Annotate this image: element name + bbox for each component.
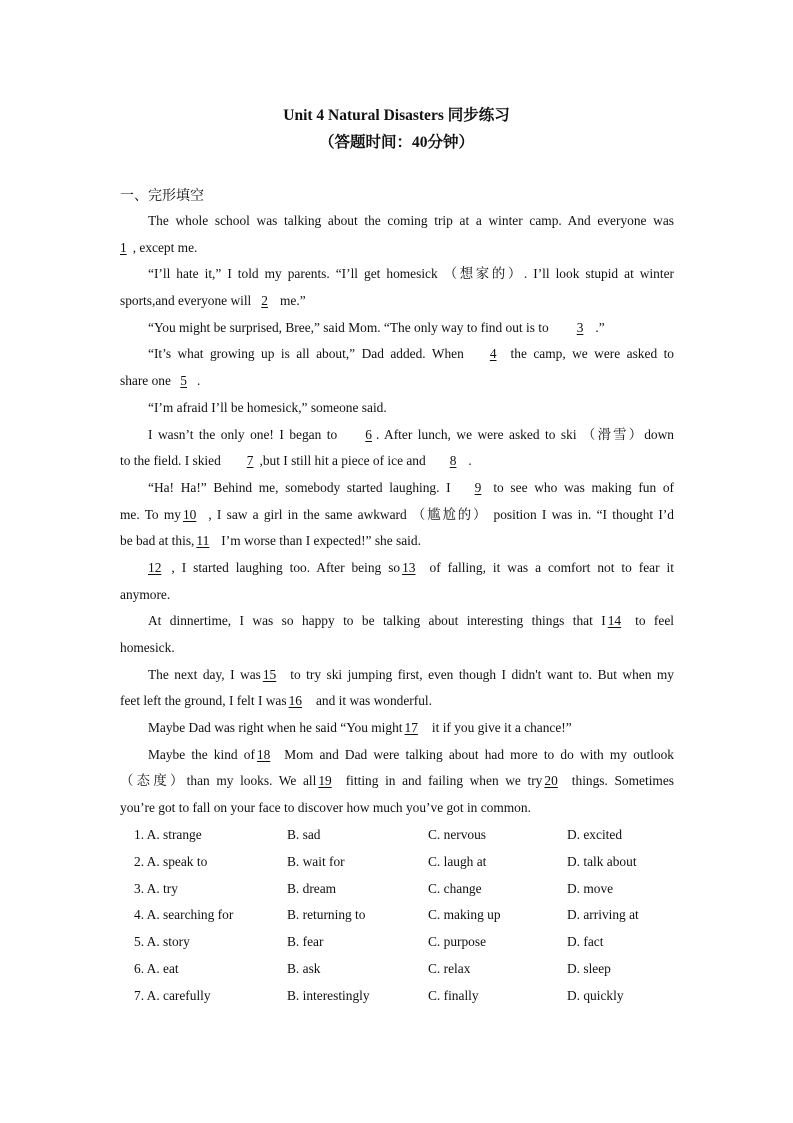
- blank-number: 15: [262, 666, 277, 682]
- option-c: C. finally: [428, 987, 479, 1003]
- blank-number: 16: [288, 693, 302, 709]
- document-subtitle: （答题时间：40分钟）: [318, 134, 474, 151]
- blank-number: 3: [576, 319, 584, 335]
- blank-number: 9: [474, 479, 482, 495]
- answer-options: [134, 822, 694, 1010]
- blank-3: [549, 315, 596, 342]
- passage-line: [120, 582, 674, 609]
- option-b: B. fear: [287, 934, 324, 950]
- question-6-options: [134, 956, 694, 983]
- passage-text: it if you give it a chance!”: [431, 720, 572, 736]
- passage-text: .”: [595, 319, 605, 335]
- passage-text: me.”: [279, 293, 306, 309]
- cloze-passage: [120, 208, 674, 822]
- option-d: D. move: [567, 880, 614, 896]
- document-title: Unit 4 Natural Disasters 同步练习: [283, 107, 510, 124]
- question-4-options: [134, 902, 694, 929]
- blank-7: [221, 448, 260, 475]
- blank-17: [403, 715, 432, 742]
- blank-number: 20: [544, 773, 558, 789]
- option-c: C. change: [428, 880, 482, 896]
- blank-6: [337, 422, 376, 449]
- section-heading: 一、完形填空: [120, 189, 204, 204]
- blank-number: 6: [365, 426, 372, 442]
- passage-text: “I’ll hate it,” I told my parents. “I’ll get homesick （想家的）. I’ll look stupid at winter: [148, 266, 674, 282]
- blank-number: 8: [449, 453, 457, 469]
- passage-text: .: [468, 453, 472, 469]
- question-3-options: [134, 876, 694, 903]
- passage-line: [120, 422, 674, 449]
- passage-line: [120, 208, 674, 235]
- passage-line: [120, 662, 674, 689]
- option-d: D. fact: [567, 934, 604, 950]
- question-2-options: [134, 849, 694, 876]
- blank-number: 11: [196, 533, 210, 549]
- passage-text: and it was wonderful.: [315, 693, 432, 709]
- blank-8: [426, 448, 472, 475]
- option-d: D. excited: [567, 827, 623, 842]
- passage-text: “I’m afraid I’ll be homesick,” someone said.: [148, 399, 387, 415]
- passage-text: ,but I still hit a piece of ice and: [259, 453, 426, 469]
- blank-number: 19: [318, 773, 332, 789]
- passage-text: , I saw a girl in the same awkward （尴尬的） position I was in. “I thought I’d: [208, 506, 674, 522]
- passage-text: be bad at this,: [120, 533, 195, 549]
- option-c: C. making up: [428, 907, 501, 923]
- passage-line: [120, 448, 674, 475]
- option-b: B. ask: [287, 960, 321, 976]
- passage-line: [120, 315, 674, 342]
- blank-18: [255, 742, 284, 769]
- blank-10: [181, 502, 208, 529]
- option-b: B. returning to: [287, 907, 366, 923]
- question-7-options: [134, 983, 694, 1010]
- passage-text: The next day, I was: [148, 666, 261, 682]
- passage-line: [120, 635, 674, 662]
- passage-text: sports,and everyone will: [120, 293, 252, 309]
- passage-line: [120, 528, 674, 555]
- passage-text: , I started laughing too. After being so: [171, 559, 401, 575]
- passage-text: homesick.: [120, 640, 175, 655]
- passage-line: [120, 715, 674, 742]
- passage-text: Maybe the kind of: [148, 746, 255, 762]
- passage-text: The whole school was talking about the coming trip at a winter camp. And everyone was: [148, 213, 674, 228]
- passage-text: me. To my: [120, 506, 181, 522]
- option-a: 4. A. searching for: [134, 907, 234, 923]
- passage-line: [120, 341, 674, 368]
- blank-2: [251, 288, 280, 315]
- passage-text: . After lunch, we were asked to ski （滑雪）down: [375, 426, 674, 442]
- option-a: 6. A. eat: [134, 960, 179, 976]
- blank-number: 17: [404, 720, 418, 736]
- passage-line: [120, 795, 674, 822]
- passage-text: of falling, it was a comfort not to fear it: [429, 559, 674, 575]
- option-b: B. sad: [287, 827, 321, 842]
- passage-text: to try ski jumping first, even though I didn't want to. But when my: [290, 666, 674, 682]
- blank-number: 13: [402, 559, 416, 575]
- passage-line: [120, 368, 674, 395]
- passage-text: .: [197, 373, 201, 389]
- blank-15: [261, 662, 290, 689]
- passage-line: [120, 288, 674, 315]
- option-d: D. talk about: [567, 853, 637, 869]
- blank-number: 7: [246, 453, 254, 469]
- option-b: B. dream: [287, 880, 337, 896]
- blank-number: 2: [261, 293, 268, 309]
- option-c: C. laugh at: [428, 853, 487, 869]
- option-a: 7. A. carefully: [134, 987, 211, 1003]
- passage-line: [120, 475, 674, 502]
- blank-number: 18: [256, 746, 271, 762]
- question-1-options: [134, 822, 694, 849]
- blank-number: 5: [180, 373, 187, 389]
- passage-text: “Ha! Ha!” Behind me, somebody started laughing. I: [148, 479, 451, 495]
- blank-9: [451, 475, 494, 502]
- passage-text: （态度）than my looks. We all: [120, 773, 317, 789]
- passage-line: [120, 261, 674, 288]
- passage-text: fitting in and failing when we try: [345, 773, 543, 789]
- passage-text: to the field. I skied: [120, 453, 221, 469]
- passage-text: I’m worse than I expected!” she said.: [221, 533, 421, 549]
- blank-12: [148, 555, 171, 582]
- passage-text: to feel: [635, 613, 674, 629]
- passage-text: to see who was making fun of: [493, 479, 675, 495]
- option-c: C. purpose: [428, 934, 487, 950]
- blank-4: [464, 341, 511, 368]
- option-d: D. arriving at: [567, 907, 639, 923]
- passage-line: [120, 555, 674, 582]
- passage-line: [120, 768, 674, 795]
- option-a: 5. A. story: [134, 934, 190, 950]
- passage-text: anymore.: [120, 586, 171, 602]
- option-b: B. interestingly: [287, 987, 370, 1003]
- passage-text: Mom and Dad were talking about had more to do with my outlook: [284, 746, 674, 762]
- passage-text: things. Sometimes: [571, 773, 675, 789]
- blank-11: [194, 528, 221, 555]
- option-a: 1. A. strange: [134, 827, 202, 842]
- option-b: B. wait for: [287, 853, 345, 869]
- option-a: 3. A. try: [134, 880, 178, 896]
- option-a: 2. A. speak to: [134, 853, 208, 869]
- question-5-options: [134, 929, 694, 956]
- blank-16: [287, 688, 316, 715]
- blank-1: [120, 235, 133, 262]
- blank-5: [174, 368, 197, 395]
- option-c: C. relax: [428, 960, 471, 976]
- option-d: D. quickly: [567, 987, 624, 1003]
- passage-line: [120, 502, 674, 529]
- passage-text: “It’s what growing up is all about,” Dad added. When: [148, 346, 464, 362]
- passage-text: the camp, we were asked to: [510, 346, 674, 362]
- blank-14: [606, 608, 635, 635]
- blank-number: 4: [489, 346, 497, 362]
- passage-text: “You might be surprised, Bree,” said Mom. “The only way to find out is to: [148, 319, 549, 335]
- passage-text: Maybe Dad was right when he said “You might: [148, 720, 403, 736]
- passage-text: I wasn’t the only one! I began to: [148, 426, 338, 442]
- blank-number: 12: [148, 559, 162, 575]
- passage-line: [120, 608, 674, 635]
- passage-line: [120, 235, 674, 262]
- blank-number: 14: [607, 613, 622, 629]
- blank-13: [400, 555, 429, 582]
- blank-number: 1: [120, 239, 127, 255]
- blank-19: [316, 768, 345, 795]
- option-c: C. nervous: [428, 827, 487, 842]
- blank-20: [542, 768, 571, 795]
- passage-text: At dinnertime, I was so happy to be talking about interesting things that I: [148, 613, 606, 629]
- blank-number: 10: [182, 506, 197, 522]
- passage-text: you’re got to fall on your face to discover how much you’ve got in common.: [120, 800, 531, 816]
- passage-text: feet left the ground, I felt I was: [120, 693, 287, 709]
- passage-line: [120, 688, 674, 715]
- passage-line: [120, 742, 674, 769]
- passage-text: , except me.: [132, 239, 198, 255]
- passage-text: share one: [120, 373, 175, 389]
- option-d: D. sleep: [567, 960, 611, 976]
- passage-line: [120, 395, 674, 422]
